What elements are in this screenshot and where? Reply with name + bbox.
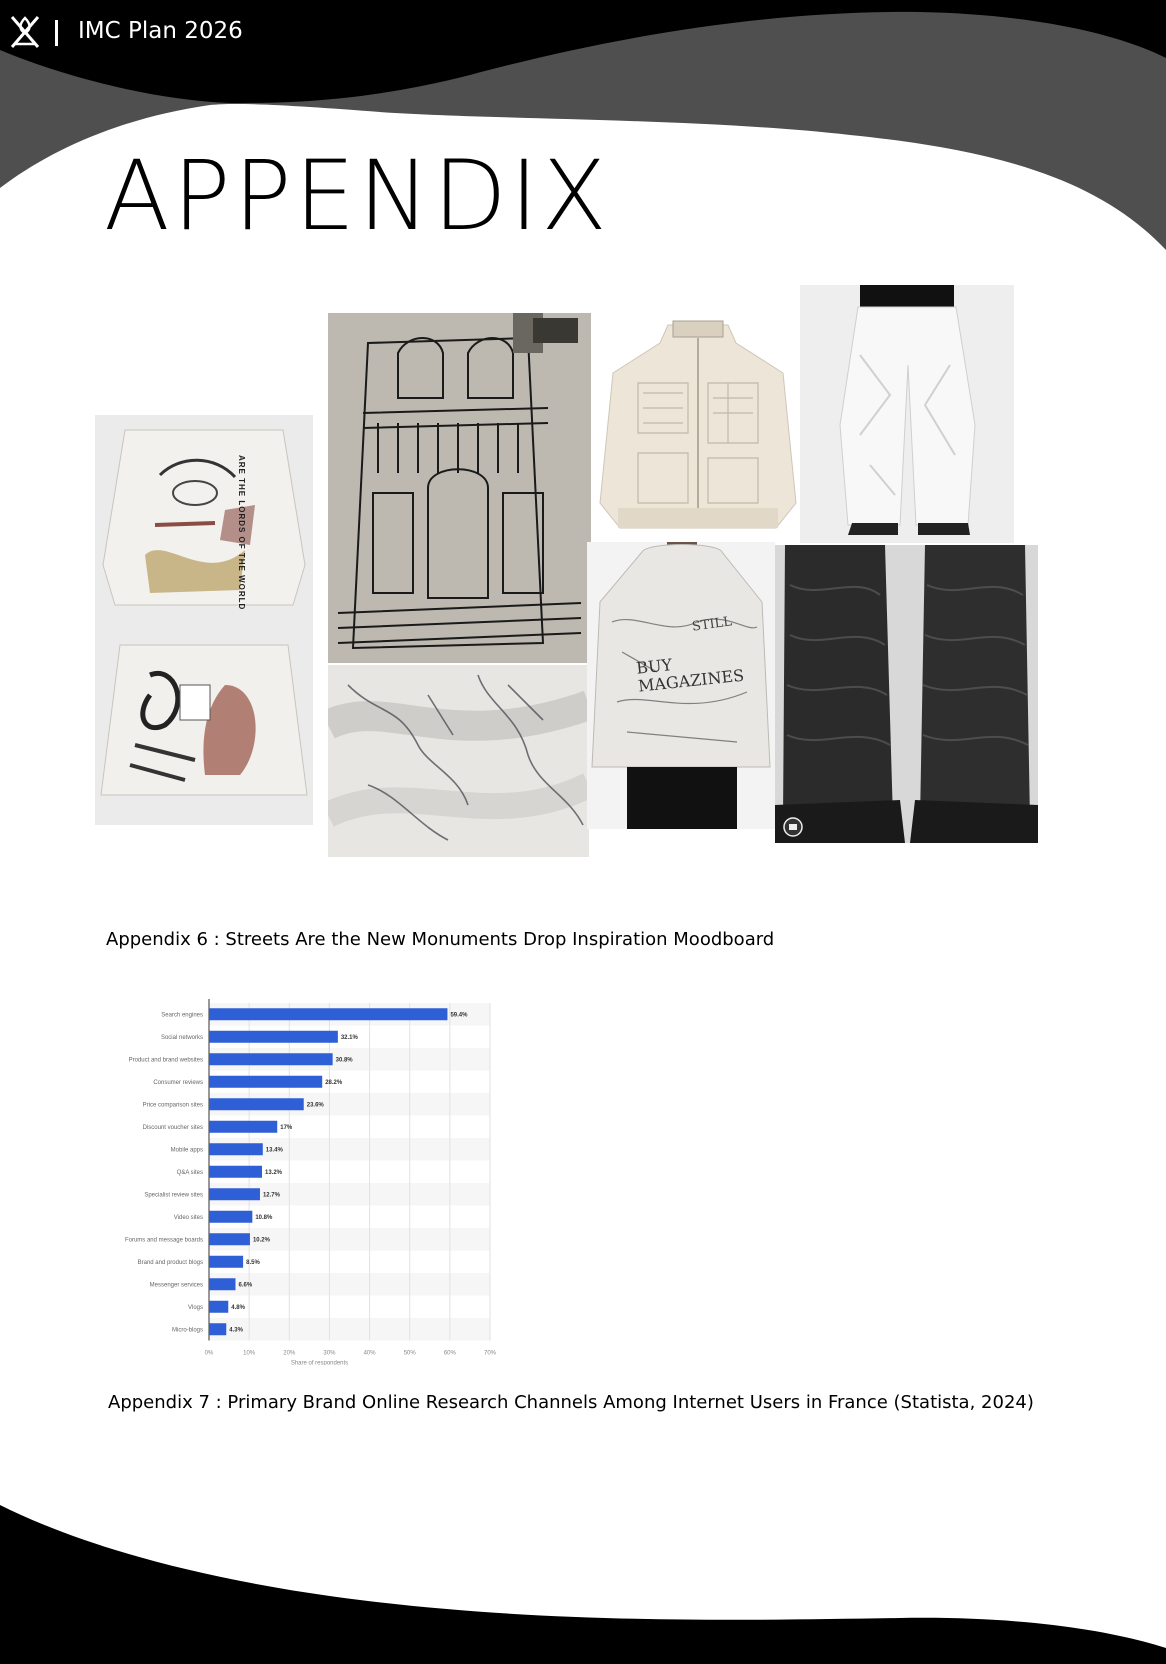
bar — [209, 1098, 304, 1110]
moodboard-photo-embroidered-building — [328, 313, 591, 663]
value-label: 23.6% — [306, 1102, 324, 1109]
bar — [209, 1166, 262, 1178]
bar — [209, 1256, 243, 1268]
value-label: 4.8% — [231, 1304, 245, 1311]
bar — [209, 1301, 228, 1313]
category-label: Discount voucher sites — [142, 1124, 203, 1131]
value-label: 13.2% — [264, 1169, 283, 1176]
category-label: Specialist review sites — [144, 1192, 203, 1199]
x-tick-label: 20% — [283, 1350, 296, 1357]
moodboard-photo-graffiti-jackets — [95, 415, 313, 825]
value-label: 32.1% — [340, 1034, 358, 1041]
moodboard-photo-white-trousers — [800, 285, 1014, 543]
category-label: Vlogs — [187, 1304, 203, 1311]
bar — [209, 1031, 338, 1043]
category-label: Social networks — [160, 1034, 203, 1041]
row-stripe — [209, 1318, 490, 1341]
bar — [209, 1323, 226, 1335]
category-label: Product and brand websites — [128, 1057, 203, 1064]
value-label: 10.8% — [255, 1214, 273, 1221]
value-label: 8.5% — [246, 1259, 260, 1266]
value-label: 4.3% — [229, 1327, 243, 1334]
bar — [209, 1188, 260, 1200]
category-label: Video sites — [173, 1214, 203, 1221]
moodboard-photo-marble-fabric — [328, 665, 589, 857]
moodboard-photo-black-trousers — [775, 545, 1038, 843]
category-label: Price comparison sites — [142, 1102, 203, 1109]
hoodie-text-still: STILL — [691, 614, 733, 635]
moodboard-photo-graffiti-hoodie — [587, 542, 775, 829]
x-tick-label: 50% — [403, 1350, 416, 1357]
hoodie-text-buy-magazines: BUY MAGAZINES — [635, 655, 745, 696]
value-label: 28.2% — [325, 1079, 343, 1086]
category-label: Messenger services — [149, 1282, 203, 1289]
category-label: Micro-blogs — [171, 1327, 203, 1334]
value-label: 59.4% — [450, 1012, 468, 1019]
bar — [209, 1278, 235, 1290]
x-axis-label: Share of respondents — [290, 1360, 349, 1365]
category-label: Brand and product blogs — [137, 1259, 203, 1266]
research-channels-chart — [105, 995, 510, 1365]
bar — [209, 1076, 322, 1088]
bar — [209, 1143, 263, 1155]
x-tick-label: 60% — [443, 1350, 456, 1357]
bar-chart-svg — [105, 995, 510, 1365]
value-label: 10.2% — [252, 1237, 270, 1244]
chart-caption: Appendix 7 : Primary Brand Online Research Channels Among Internet Users in France (Statista, 2024) — [108, 1392, 1034, 1413]
category-label: Mobile apps — [170, 1147, 203, 1154]
bar — [209, 1211, 252, 1223]
x-tick-label: 40% — [363, 1350, 376, 1357]
category-label: Q&A sites — [176, 1169, 203, 1176]
bar — [209, 1233, 250, 1245]
bar — [209, 1053, 333, 1065]
value-label: 17% — [280, 1124, 293, 1131]
x-tick-label: 0% — [204, 1350, 214, 1357]
category-label: Consumer reviews — [153, 1079, 203, 1086]
bar — [209, 1121, 277, 1133]
value-label: 6.6% — [238, 1282, 253, 1289]
header-title: IMC Plan 2026 — [78, 18, 243, 44]
jacket-graffiti-text: ARE THE LORDS OF THE WORLD — [237, 455, 246, 611]
moodboard-caption: Appendix 6 : Streets Are the New Monuments Drop Inspiration Moodboard — [106, 929, 775, 950]
row-stripe — [209, 1228, 490, 1251]
value-label: 30.8% — [335, 1057, 353, 1064]
page-title: APPENDIX — [104, 140, 610, 252]
x-tick-label: 70% — [483, 1350, 497, 1357]
x-tick-label: 30% — [323, 1350, 336, 1357]
bar — [209, 1008, 447, 1020]
value-label: 12.7% — [262, 1192, 280, 1199]
category-label: Forums and message boards — [124, 1237, 203, 1244]
value-label: 13.4% — [265, 1147, 283, 1154]
moodboard-photo-bomber-jacket — [598, 313, 798, 538]
brand-monogram-icon — [8, 14, 42, 50]
header-separator — [55, 20, 58, 46]
x-tick-label: 10% — [243, 1350, 256, 1357]
category-label: Search engines — [161, 1012, 203, 1019]
